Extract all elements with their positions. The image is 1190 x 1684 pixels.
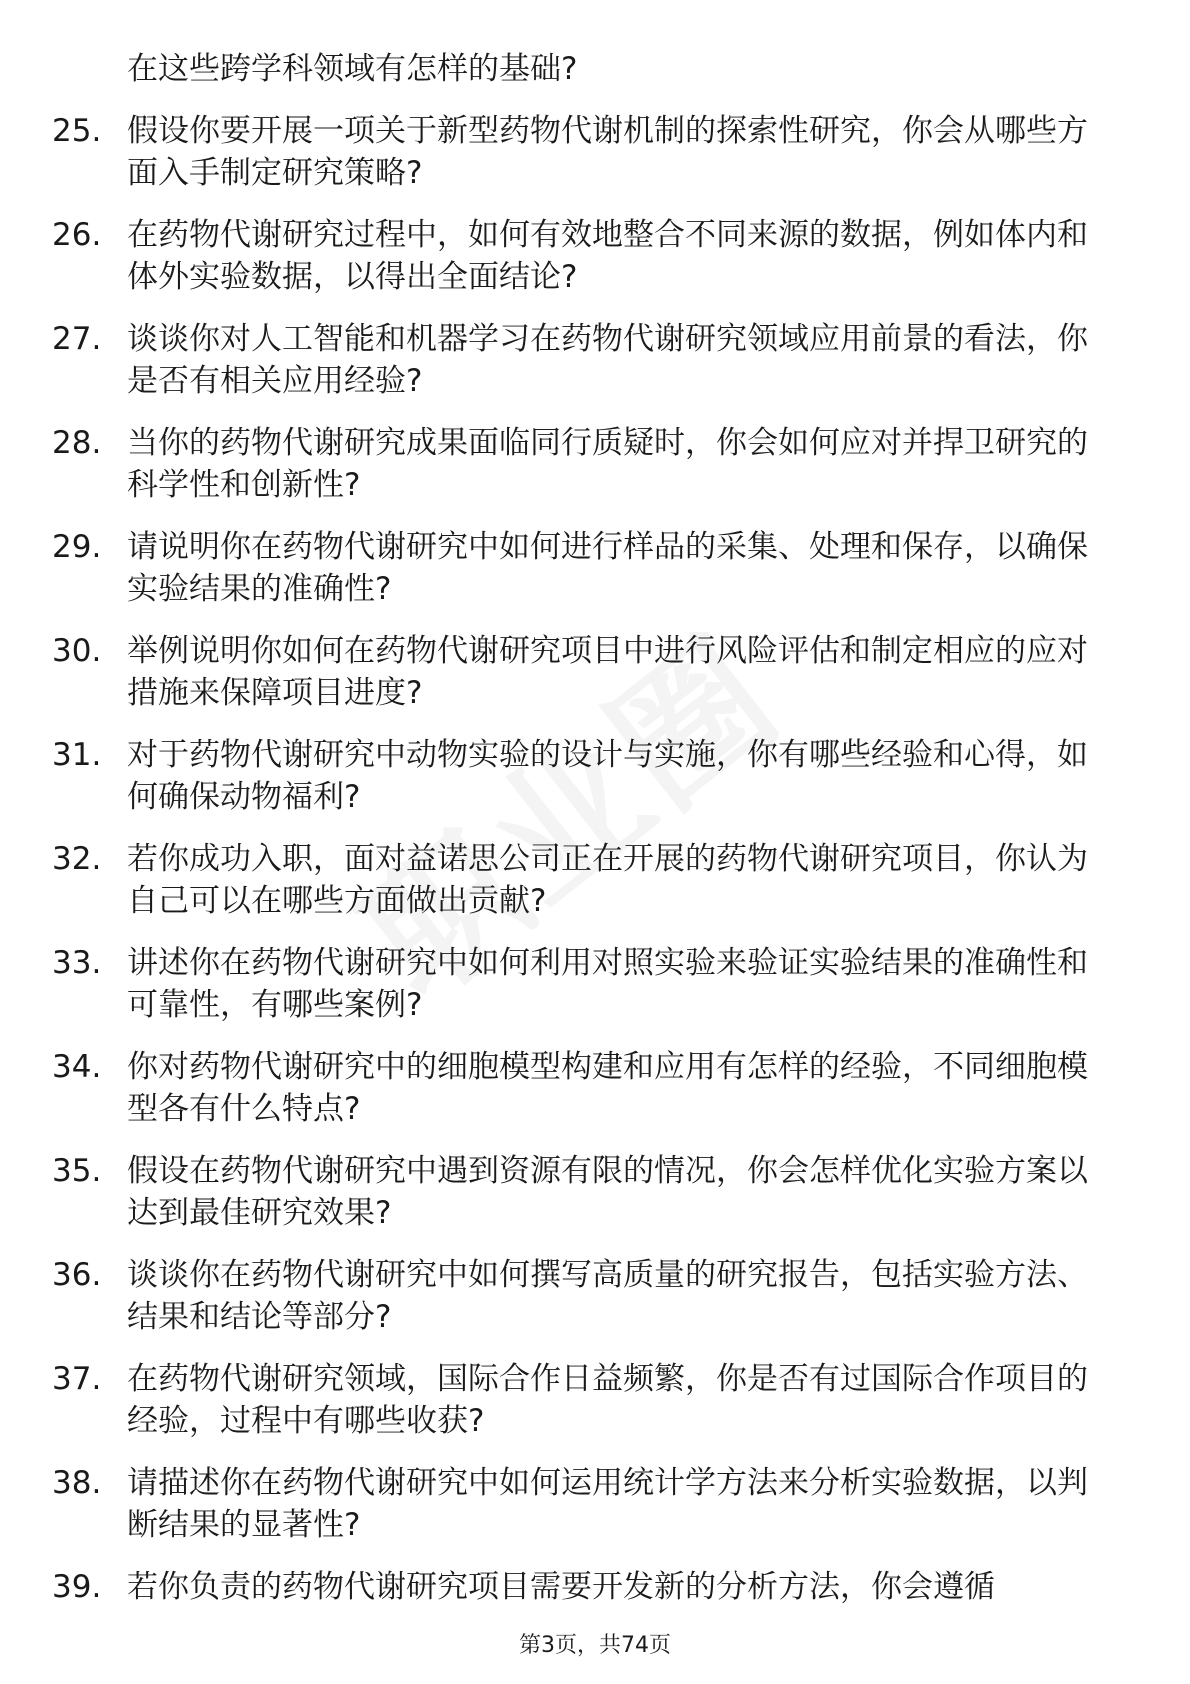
question-item bbox=[52, 110, 1112, 194]
continuation-text: 在这些跨学科领域有怎样的基础? bbox=[127, 51, 578, 87]
question-text: 谈谈你对人工智能和机器学习在药物代谢研究领域应用前景的看法，你是否有相关应用经验? bbox=[127, 321, 1088, 399]
question-item bbox=[52, 1358, 1112, 1442]
question-item bbox=[52, 630, 1112, 714]
question-text: 在药物代谢研究过程中，如何有效地整合不同来源的数据，例如体内和体外实验数据，以得出全面结论? bbox=[127, 217, 1088, 295]
question-item bbox=[52, 1254, 1112, 1338]
question-text: 在药物代谢研究领域，国际合作日益频繁，你是否有过国际合作项目的经验，过程中有哪些收获? bbox=[127, 1361, 1088, 1439]
question-item bbox=[52, 1046, 1112, 1130]
question-text: 请说明你在药物代谢研究中如何进行样品的采集、处理和保存，以确保实验结果的准确性? bbox=[127, 529, 1088, 607]
question-item bbox=[52, 1462, 1112, 1546]
question-item bbox=[52, 318, 1112, 402]
question-text: 请描述你在药物代谢研究中如何运用统计学方法来分析实验数据，以判断结果的显著性? bbox=[127, 1465, 1088, 1543]
question-text: 讲述你在药物代谢研究中如何利用对照实验来验证实验结果的准确性和可靠性，有哪些案例? bbox=[127, 945, 1088, 1023]
question-number: 26. bbox=[52, 217, 102, 253]
question-item bbox=[52, 734, 1112, 818]
question-text: 举例说明你如何在药物代谢研究项目中进行风险评估和制定相应的应对措施来保障项目进度? bbox=[127, 633, 1088, 711]
question-number: 38. bbox=[52, 1465, 102, 1501]
question-item bbox=[52, 1150, 1112, 1234]
question-text: 当你的药物代谢研究成果面临同行质疑时，你会如何应对并捍卫研究的科学性和创新性? bbox=[127, 425, 1088, 503]
question-text: 假设你要开展一项关于新型药物代谢机制的探索性研究，你会从哪些方面入手制定研究策略? bbox=[127, 113, 1088, 191]
question-item bbox=[52, 838, 1112, 922]
page-number-footer: 第3页，共74页 bbox=[519, 1633, 671, 1658]
question-number: 33. bbox=[52, 945, 102, 981]
question-text: 对于药物代谢研究中动物实验的设计与实施，你有哪些经验和心得，如何确保动物福利? bbox=[127, 737, 1088, 815]
question-number: 25. bbox=[52, 113, 102, 149]
question-number: 39. bbox=[52, 1569, 102, 1605]
question-number: 34. bbox=[52, 1049, 102, 1085]
question-list bbox=[52, 48, 1112, 1628]
question-text: 若你成功入职，面对益诺思公司正在开展的药物代谢研究项目，你认为自己可以在哪些方面做出贡献? bbox=[127, 841, 1088, 919]
question-item bbox=[52, 1566, 1112, 1608]
question-text: 假设在药物代谢研究中遇到资源有限的情况，你会怎样优化实验方案以达到最佳研究效果? bbox=[127, 1153, 1088, 1231]
question-text: 若你负责的药物代谢研究项目需要开发新的分析方法，你会遵循 bbox=[127, 1569, 995, 1605]
question-item bbox=[52, 422, 1112, 506]
question-number: 37. bbox=[52, 1361, 102, 1397]
question-number: 27. bbox=[52, 321, 102, 357]
question-item bbox=[52, 214, 1112, 298]
question-number: 28. bbox=[52, 425, 102, 461]
question-number: 32. bbox=[52, 841, 102, 877]
question-number: 29. bbox=[52, 529, 102, 565]
question-item bbox=[52, 942, 1112, 1026]
question-number: 36. bbox=[52, 1257, 102, 1293]
question-item bbox=[52, 526, 1112, 610]
question-number: 31. bbox=[52, 737, 102, 773]
question-text: 谈谈你在药物代谢研究中如何撰写高质量的研究报告，包括实验方法、结果和结论等部分? bbox=[127, 1257, 1088, 1335]
question-text: 你对药物代谢研究中的细胞模型构建和应用有怎样的经验，不同细胞模型各有什么特点? bbox=[127, 1049, 1088, 1127]
question-number: 30. bbox=[52, 633, 102, 669]
question-number: 35. bbox=[52, 1153, 102, 1189]
